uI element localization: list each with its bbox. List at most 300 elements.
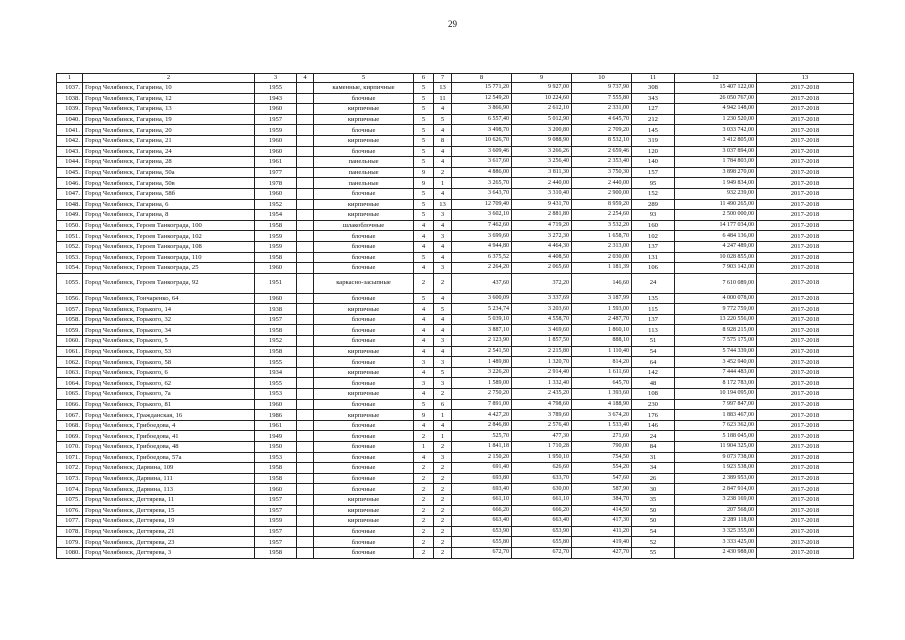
cell-en: 5	[434, 304, 452, 315]
cell-per: 2017-2018	[757, 114, 854, 125]
cell-year: 1957	[255, 526, 297, 537]
cell-fl: 5	[414, 146, 434, 157]
cell-addr: Город Челябинск, Гагарина, 12	[83, 93, 255, 104]
cell-en: 4	[434, 241, 452, 252]
cell-en: 2	[434, 442, 452, 453]
cell-en: 4	[434, 252, 452, 263]
cell-cost: 3 333 425,00	[675, 537, 757, 548]
cell-mat: панельные	[314, 157, 414, 168]
cell-mat: блочные	[314, 93, 414, 104]
cell-a2: 4 719,20	[512, 220, 572, 231]
cell-a2: 1 320,70	[512, 357, 572, 368]
cell-en: 4	[434, 346, 452, 357]
cell-per: 2017-2018	[757, 210, 854, 221]
cell-addr: Город Челябинск, Горького, 62	[83, 378, 255, 389]
cell-per: 2017-2018	[757, 547, 854, 558]
cell-per: 2017-2018	[757, 442, 854, 453]
cell-year: 1959	[255, 516, 297, 527]
cell-a2: 2 435,20	[512, 389, 572, 400]
cell-addr: Город Челябинск, Дегтярева, 3	[83, 547, 255, 558]
cell-fl: 5	[414, 114, 434, 125]
cell-mat: блочные	[314, 526, 414, 537]
cell-cost: 8 928 215,00	[675, 325, 757, 336]
cell-year: 1960	[255, 188, 297, 199]
cell-c4	[297, 199, 314, 210]
cell-a2: 2 440,00	[512, 178, 572, 189]
cell-a3: 419,40	[572, 537, 632, 548]
cell-a3: 814,20	[572, 357, 632, 368]
cell-res: 115	[632, 304, 675, 315]
column-header: 7	[434, 74, 452, 83]
cell-fl: 3	[414, 357, 434, 368]
column-header: 11	[632, 74, 675, 83]
cell-cost: 1 230 520,00	[675, 114, 757, 125]
cell-fl: 5	[414, 188, 434, 199]
cell-a1: 3 600,09	[452, 293, 512, 304]
cell-fl: 4	[414, 304, 434, 315]
cell-a2: 653,90	[512, 526, 572, 537]
cell-en: 2	[434, 273, 452, 293]
cell-per: 2017-2018	[757, 231, 854, 242]
cell-per: 2017-2018	[757, 83, 854, 94]
table-row	[57, 442, 854, 453]
cell-c4	[297, 83, 314, 94]
cell-en: 2	[434, 516, 452, 527]
cell-c4	[297, 442, 314, 453]
cell-mat: кирпичные	[314, 104, 414, 115]
cell-c4	[297, 389, 314, 400]
cell-addr: Город Челябинск, Гончаренко, 64	[83, 293, 255, 304]
cell-fl: 2	[414, 537, 434, 548]
table-row	[57, 135, 854, 146]
cell-a3: 1 658,70	[572, 231, 632, 242]
table-row	[57, 293, 854, 304]
cell-a3: 3 750,30	[572, 167, 632, 178]
cell-n: 1059.	[57, 325, 83, 336]
cell-mat: кирпичные	[314, 304, 414, 315]
cell-cost: 1 784 803,00	[675, 157, 757, 168]
cell-per: 2017-2018	[757, 357, 854, 368]
cell-cost: 3 037 894,00	[675, 146, 757, 157]
cell-a1: 525,70	[452, 431, 512, 442]
cell-n: 1060.	[57, 336, 83, 347]
cell-fl: 9	[414, 410, 434, 421]
cell-a1: 3 617,60	[452, 157, 512, 168]
cell-en: 2	[434, 167, 452, 178]
cell-a1: 5 234,74	[452, 304, 512, 315]
cell-mat: блочные	[314, 484, 414, 495]
cell-a3: 4 188,90	[572, 399, 632, 410]
cell-fl: 4	[414, 314, 434, 325]
cell-a2: 372,20	[512, 273, 572, 293]
cell-mat: блочные	[314, 125, 414, 136]
cell-a1: 7 462,60	[452, 220, 512, 231]
cell-per: 2017-2018	[757, 273, 854, 293]
cell-cost: 1 923 538,00	[675, 463, 757, 474]
cell-n: 1066.	[57, 399, 83, 410]
cell-res: 95	[632, 178, 675, 189]
cell-per: 2017-2018	[757, 157, 854, 168]
cell-addr: Город Челябинск, Горького, 14	[83, 304, 255, 315]
cell-mat: блочные	[314, 231, 414, 242]
cell-a3: 645,70	[572, 378, 632, 389]
table-row	[57, 178, 854, 189]
cell-fl: 4	[414, 367, 434, 378]
cell-cost: 5 744 339,00	[675, 346, 757, 357]
cell-addr: Город Челябинск, Горького, 32	[83, 314, 255, 325]
cell-cost: 14 177 034,00	[675, 220, 757, 231]
cell-a1: 2 150,20	[452, 452, 512, 463]
cell-addr: Город Челябинск, Дарвина, 113	[83, 484, 255, 495]
cell-c4	[297, 473, 314, 484]
cell-year: 1957	[255, 114, 297, 125]
cell-c4	[297, 220, 314, 231]
cell-mat: кирпичные	[314, 389, 414, 400]
cell-a2: 3 256,40	[512, 157, 572, 168]
cell-a3: 1 611,60	[572, 367, 632, 378]
cell-addr: Город Челябинск, Горького, 81	[83, 399, 255, 410]
table-row	[57, 378, 854, 389]
cell-res: 102	[632, 231, 675, 242]
cell-c4	[297, 494, 314, 505]
cell-mat: кирпичные	[314, 199, 414, 210]
table-row	[57, 505, 854, 516]
cell-res: 30	[632, 484, 675, 495]
cell-year: 1957	[255, 314, 297, 325]
cell-cost: 3 238 169,00	[675, 494, 757, 505]
table-row	[57, 516, 854, 527]
cell-year: 1986	[255, 410, 297, 421]
table-row	[57, 473, 854, 484]
cell-a1: 437,60	[452, 273, 512, 293]
cell-year: 1959	[255, 231, 297, 242]
cell-year: 1958	[255, 547, 297, 558]
cell-mat: кирпичные	[314, 210, 414, 221]
cell-mat: блочные	[314, 431, 414, 442]
cell-mat: блочные	[314, 442, 414, 453]
table-body	[57, 83, 854, 559]
table-row	[57, 367, 854, 378]
cell-a3: 2 030,00	[572, 252, 632, 263]
table-row	[57, 537, 854, 548]
cell-cost: 3 898 270,00	[675, 167, 757, 178]
cell-per: 2017-2018	[757, 125, 854, 136]
cell-cost: 7 623 362,00	[675, 420, 757, 431]
cell-fl: 2	[414, 431, 434, 442]
cell-mat: блочные	[314, 463, 414, 474]
cell-c4	[297, 114, 314, 125]
cell-n: 1071.	[57, 452, 83, 463]
cell-a3: 554,20	[572, 463, 632, 474]
cell-per: 2017-2018	[757, 263, 854, 274]
cell-year: 1957	[255, 505, 297, 516]
cell-year: 1958	[255, 463, 297, 474]
table-row	[57, 167, 854, 178]
cell-per: 2017-2018	[757, 399, 854, 410]
cell-year: 1953	[255, 452, 297, 463]
cell-c4	[297, 157, 314, 168]
cell-a2: 9 088,90	[512, 135, 572, 146]
cell-n: 1049.	[57, 210, 83, 221]
cell-per: 2017-2018	[757, 304, 854, 315]
cell-en: 1	[434, 431, 452, 442]
cell-c4	[297, 463, 314, 474]
cell-mat: кирпичные	[314, 367, 414, 378]
cell-per: 2017-2018	[757, 420, 854, 431]
cell-a1: 12 549,20	[452, 93, 512, 104]
cell-en: 3	[434, 210, 452, 221]
cell-addr: Город Челябинск, Грибоедова, 4	[83, 420, 255, 431]
cell-a1: 3 887,10	[452, 325, 512, 336]
cell-c4	[297, 241, 314, 252]
cell-mat: блочные	[314, 146, 414, 157]
cell-a3: 2 659,46	[572, 146, 632, 157]
cell-n: 1039.	[57, 104, 83, 115]
cell-a3: 414,50	[572, 505, 632, 516]
cell-mat: панельные	[314, 178, 414, 189]
column-header: 12	[675, 74, 757, 83]
cell-a2: 2 881,80	[512, 210, 572, 221]
cell-a3: 427,70	[572, 547, 632, 558]
column-header: 3	[255, 74, 297, 83]
cell-addr: Город Челябинск, Героев Танкограда, 100	[83, 220, 255, 231]
column-header: 9	[512, 74, 572, 83]
cell-cost: 2 389 953,00	[675, 473, 757, 484]
table-row	[57, 83, 854, 94]
cell-a2: 3 811,30	[512, 167, 572, 178]
table-row	[57, 93, 854, 104]
cell-res: 160	[632, 220, 675, 231]
cell-year: 1958	[255, 325, 297, 336]
cell-year: 1977	[255, 167, 297, 178]
cell-cost: 7 575 175,00	[675, 336, 757, 347]
cell-n: 1045.	[57, 167, 83, 178]
cell-a1: 3 866,90	[452, 104, 512, 115]
cell-a3: 1 593,00	[572, 304, 632, 315]
cell-cost: 6 484 136,00	[675, 231, 757, 242]
cell-en: 4	[434, 293, 452, 304]
cell-cost: 4 942 148,00	[675, 104, 757, 115]
cell-year: 1955	[255, 378, 297, 389]
cell-per: 2017-2018	[757, 484, 854, 495]
cell-addr: Город Челябинск, Дарвина, 109	[83, 463, 255, 474]
cell-en: 13	[434, 83, 452, 94]
cell-fl: 4	[414, 389, 434, 400]
cell-cost: 3 325 355,00	[675, 526, 757, 537]
cell-addr: Город Челябинск, Грибоедова, 48	[83, 442, 255, 453]
cell-mat: блочные	[314, 357, 414, 368]
cell-a2: 4 558,70	[512, 314, 572, 325]
cell-a2: 5 012,90	[512, 114, 572, 125]
cell-a1: 666,20	[452, 505, 512, 516]
cell-year: 1955	[255, 83, 297, 94]
cell-per: 2017-2018	[757, 336, 854, 347]
cell-year: 1934	[255, 367, 297, 378]
cell-a1: 2 264,20	[452, 263, 512, 274]
cell-per: 2017-2018	[757, 146, 854, 157]
cell-c4	[297, 547, 314, 558]
cell-a3: 2 254,60	[572, 210, 632, 221]
cell-cost: 15 407 122,00	[675, 83, 757, 94]
cell-per: 2017-2018	[757, 346, 854, 357]
cell-addr: Город Челябинск, Дарвина, 111	[83, 473, 255, 484]
cell-en: 6	[434, 399, 452, 410]
cell-mat: кирпичные	[314, 494, 414, 505]
cell-c4	[297, 125, 314, 136]
cell-res: 54	[632, 526, 675, 537]
cell-a2: 4 464,30	[512, 241, 572, 252]
cell-res: 343	[632, 93, 675, 104]
cell-en: 4	[434, 420, 452, 431]
cell-res: 108	[632, 389, 675, 400]
cell-a1: 653,90	[452, 526, 512, 537]
cell-res: 35	[632, 494, 675, 505]
cell-n: 1054.	[57, 263, 83, 274]
cell-cost: 207 568,00	[675, 505, 757, 516]
cell-addr: Город Челябинск, Гражданская, 16	[83, 410, 255, 421]
cell-cost: 3 412 805,00	[675, 135, 757, 146]
cell-n: 1052.	[57, 241, 83, 252]
cell-a2: 655,80	[512, 537, 572, 548]
table-row	[57, 420, 854, 431]
table-row	[57, 157, 854, 168]
cell-year: 1960	[255, 263, 297, 274]
cell-res: 24	[632, 273, 675, 293]
cell-year: 1960	[255, 293, 297, 304]
cell-addr: Город Челябинск, Гагарина, 20	[83, 125, 255, 136]
cell-mat: блочные	[314, 325, 414, 336]
cell-a2: 2 612,10	[512, 104, 572, 115]
cell-cost: 932 239,00	[675, 188, 757, 199]
cell-fl: 1	[414, 442, 434, 453]
cell-a3: 8 959,20	[572, 199, 632, 210]
cell-n: 1046.	[57, 178, 83, 189]
cell-res: 319	[632, 135, 675, 146]
column-header: 10	[572, 74, 632, 83]
cell-a1: 3 602,10	[452, 210, 512, 221]
cell-res: 140	[632, 157, 675, 168]
cell-c4	[297, 252, 314, 263]
cell-n: 1055.	[57, 273, 83, 293]
cell-addr: Город Челябинск, Гагарина, 19	[83, 114, 255, 125]
cell-res: 289	[632, 199, 675, 210]
column-header: 4	[297, 74, 314, 83]
cell-year: 1960	[255, 104, 297, 115]
cell-en: 2	[434, 484, 452, 495]
table-row	[57, 210, 854, 221]
cell-addr: Город Челябинск, Гагарина, 50а	[83, 167, 255, 178]
cell-cost: 1 949 834,00	[675, 178, 757, 189]
cell-c4	[297, 357, 314, 368]
cell-cost: 11 904 325,00	[675, 442, 757, 453]
table-row	[57, 104, 854, 115]
cell-year: 1952	[255, 336, 297, 347]
cell-per: 2017-2018	[757, 199, 854, 210]
cell-en: 3	[434, 336, 452, 347]
cell-addr: Город Челябинск, Гагарина, 10	[83, 83, 255, 94]
cell-a1: 3 265,70	[452, 178, 512, 189]
cell-res: 157	[632, 167, 675, 178]
cell-fl: 5	[414, 399, 434, 410]
cell-mat: панельные	[314, 167, 414, 178]
cell-addr: Город Челябинск, Горького, 7а	[83, 389, 255, 400]
cell-res: 26	[632, 473, 675, 484]
cell-a2: 4 798,60	[512, 399, 572, 410]
cell-per: 2017-2018	[757, 378, 854, 389]
cell-addr: Город Челябинск, Дегтярева, 19	[83, 516, 255, 527]
cell-en: 2	[434, 537, 452, 548]
cell-res: 120	[632, 146, 675, 157]
cell-en: 4	[434, 314, 452, 325]
cell-n: 1058.	[57, 314, 83, 325]
cell-cost: 7 997 847,00	[675, 399, 757, 410]
cell-a2: 2 215,80	[512, 346, 572, 357]
table-row	[57, 452, 854, 463]
cell-per: 2017-2018	[757, 220, 854, 231]
cell-addr: Город Челябинск, Гагарина, 8	[83, 210, 255, 221]
cell-a1: 12 709,40	[452, 199, 512, 210]
cell-mat: блочные	[314, 537, 414, 548]
cell-a3: 3 532,20	[572, 220, 632, 231]
table-row	[57, 484, 854, 495]
cell-per: 2017-2018	[757, 367, 854, 378]
cell-fl: 2	[414, 547, 434, 558]
cell-en: 2	[434, 473, 452, 484]
cell-mat: шлакоблочные	[314, 220, 414, 231]
cell-a1: 663,40	[452, 516, 512, 527]
cell-n: 1063.	[57, 367, 83, 378]
cell-per: 2017-2018	[757, 135, 854, 146]
cell-res: 137	[632, 314, 675, 325]
cell-addr: Город Челябинск, Дегтярева, 21	[83, 526, 255, 537]
cell-c4	[297, 399, 314, 410]
cell-a2: 672,70	[512, 547, 572, 558]
cell-per: 2017-2018	[757, 241, 854, 252]
cell-n: 1040.	[57, 114, 83, 125]
housing-table-container	[56, 73, 853, 559]
cell-fl: 4	[414, 263, 434, 274]
cell-addr: Город Челябинск, Грибоедова, 41	[83, 431, 255, 442]
cell-fl: 2	[414, 494, 434, 505]
cell-fl: 2	[414, 273, 434, 293]
cell-mat: блочные	[314, 473, 414, 484]
column-header: 1	[57, 74, 83, 83]
column-header: 6	[414, 74, 434, 83]
cell-cost: 7 903 142,00	[675, 263, 757, 274]
cell-a2: 3 310,40	[512, 188, 572, 199]
cell-a1: 691,40	[452, 463, 512, 474]
table-row	[57, 494, 854, 505]
cell-a1: 3 498,70	[452, 125, 512, 136]
cell-a1: 655,80	[452, 537, 512, 548]
cell-addr: Город Челябинск, Гагарина, 6	[83, 199, 255, 210]
cell-a3: 9 737,90	[572, 83, 632, 94]
cell-cost: 9 772 759,00	[675, 304, 757, 315]
cell-year: 1961	[255, 157, 297, 168]
cell-a3: 1 393,60	[572, 389, 632, 400]
cell-c4	[297, 484, 314, 495]
cell-n: 1068.	[57, 420, 83, 431]
cell-a1: 6 557,40	[452, 114, 512, 125]
cell-c4	[297, 188, 314, 199]
cell-a3: 7 555,80	[572, 93, 632, 104]
cell-res: 142	[632, 367, 675, 378]
cell-fl: 5	[414, 157, 434, 168]
cell-a3: 1 110,40	[572, 346, 632, 357]
cell-res: 145	[632, 125, 675, 136]
cell-c4	[297, 452, 314, 463]
cell-mat: блочные	[314, 420, 414, 431]
